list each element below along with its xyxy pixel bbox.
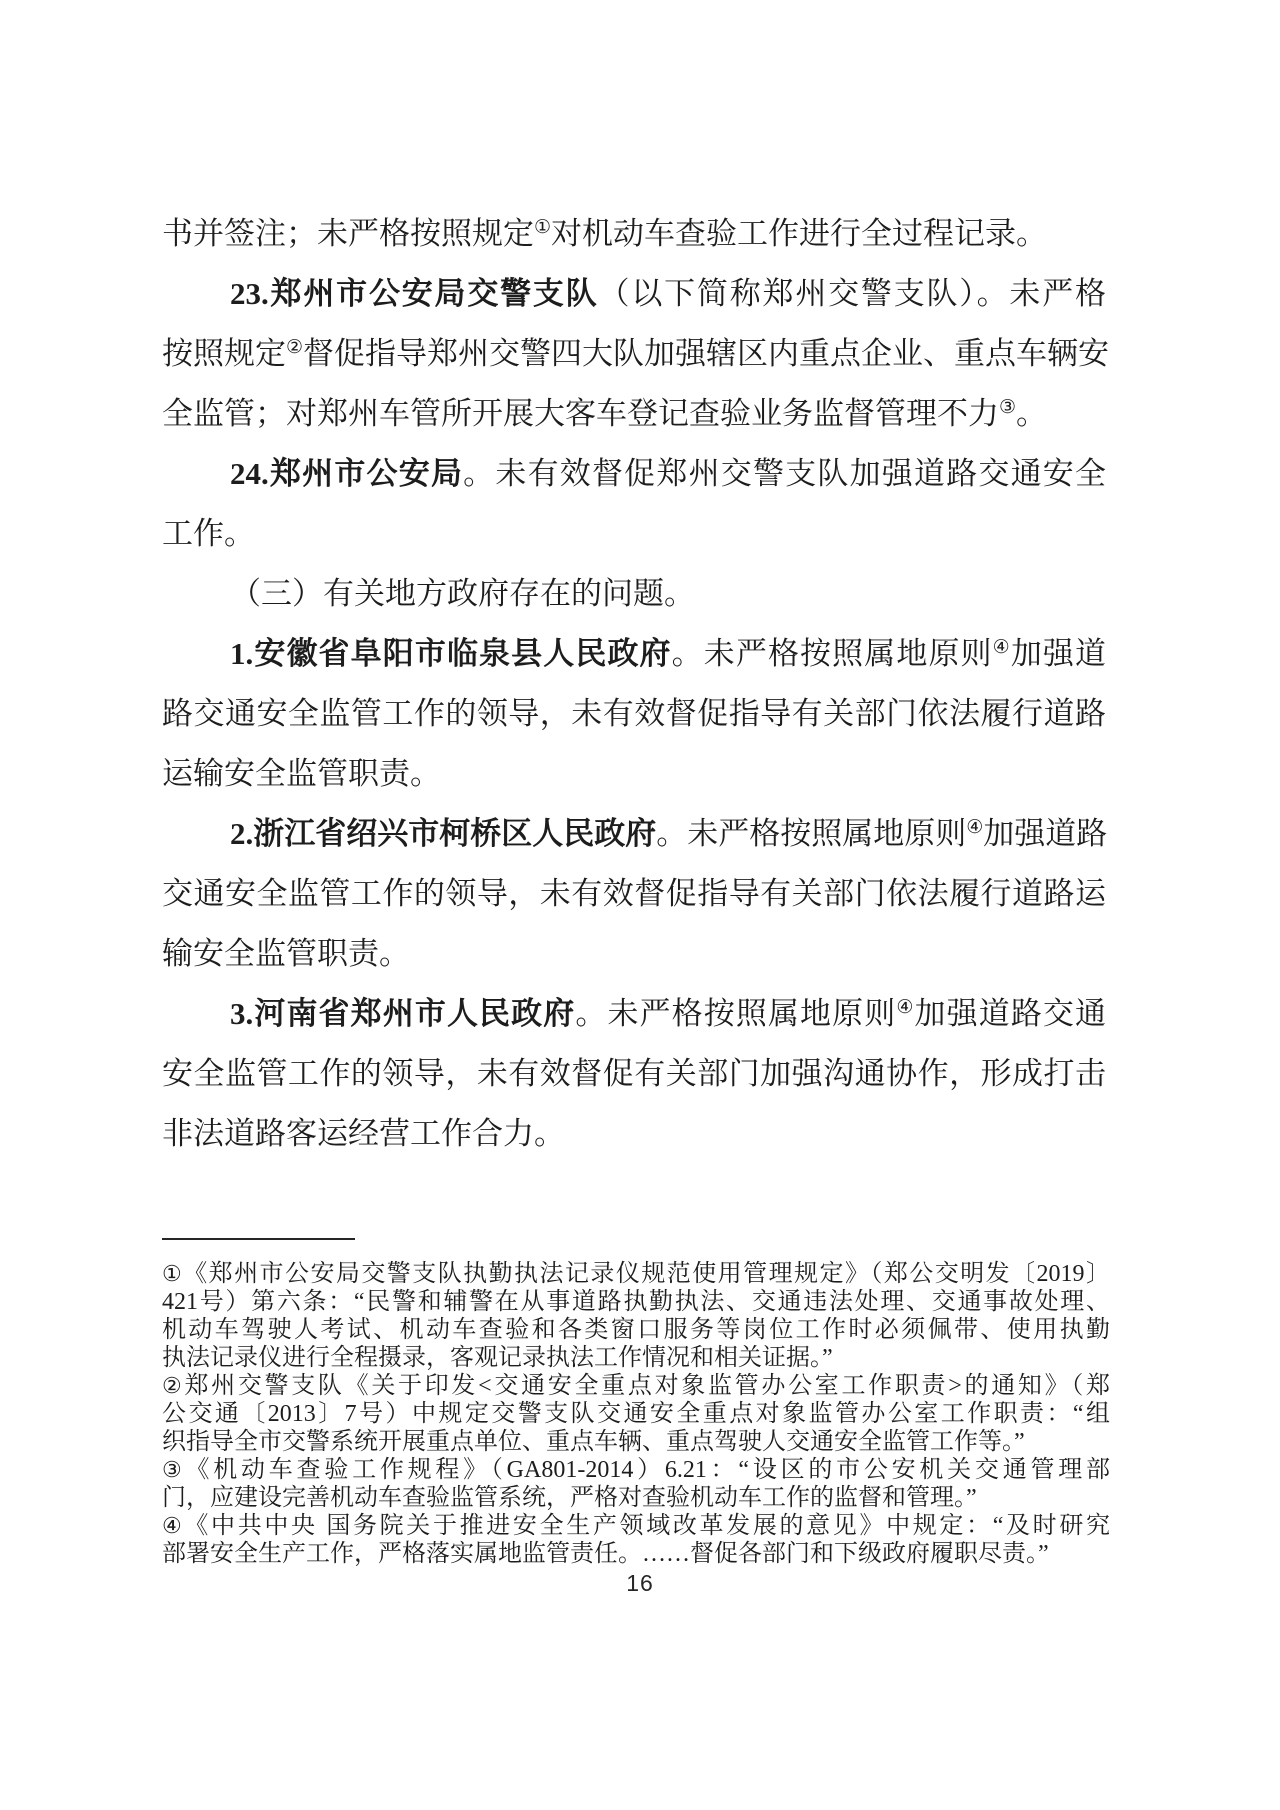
body-line: 2.浙江省绍兴市柯桥区人民政府。未严格按照属地原则④加强道路 (230, 816, 1108, 851)
body-line: 23.郑州市公安局交警支队（以下简称郑州交警支队）。未严格 (230, 276, 1107, 311)
footnote-reference-mark: ② (286, 337, 304, 358)
body-line: 运输安全监管职责。 (162, 756, 441, 791)
footnote-line: 421号）第六条：“民警和辅警在从事道路执勤执法、交通违法处理、交通事故处理、 (162, 1289, 1110, 1315)
footnote-reference-mark: ④ (992, 637, 1011, 658)
page-number: 16 (626, 1570, 654, 1596)
body-line: 1.安徽省阜阳市临泉县人民政府。未严格按照属地原则④加强道 (230, 636, 1107, 671)
footnote-line: 机动车驾驶人考试、机动车查验和各类窗口服务等岗位工作时必须佩带、使用执勤 (162, 1317, 1110, 1343)
footnote-reference-mark: ④ (966, 817, 984, 838)
footnote-number: ① (162, 1261, 184, 1286)
body-line: 非法道路客运经营工作合力。 (162, 1116, 565, 1151)
footnote-reference-mark: ① (534, 217, 552, 238)
body-line: 安全监管工作的领导，未有效督促有关部门加强沟通协作，形成打击 (162, 1056, 1106, 1091)
footnote-reference-mark: ④ (896, 997, 915, 1018)
body-line: 书并签注；未严格按照规定①对机动车查验工作进行全过程记录。 (162, 216, 1048, 251)
body-line: 工作。 (162, 516, 255, 551)
footnote-line: 公交通〔2013〕7号）中规定交警支队交通安全重点对象监管办公室工作职责：“组 (162, 1401, 1110, 1427)
body-line: 3.河南省郑州市人民政府。未严格按照属地原则④加强道路交通 (230, 996, 1107, 1031)
body-line: 全监管；对郑州车管所开展大客车登记查验业务监督管理不力③。 (162, 396, 1048, 431)
footnote-line: 部署安全生产工作，严格落实属地监管责任。……督促各部门和下级政府履职尽责。” (162, 1541, 1049, 1567)
footnote-line: 织指导全市交警系统开展重点单位、重点车辆、重点驾驶人交通安全监管工作等。” (162, 1429, 1025, 1455)
footnote-number: ② (162, 1373, 185, 1398)
body-line: （三）有关地方政府存在的问题。 (230, 576, 695, 611)
footnote-line: ①《郑州市公安局交警支队执勤执法记录仪规范使用管理规定》（郑公交明发〔2019〕 (162, 1261, 1110, 1287)
body-line: 路交通安全监管工作的领导，未有效督促指导有关部门依法履行道路 (162, 696, 1106, 731)
body-line: 交通安全监管工作的领导，未有效督促指导有关部门依法履行道路运 (162, 876, 1106, 911)
footnote-line: ②郑州交警支队《关于印发<交通安全重点对象监管办公室工作职责>的通知》（郑 (162, 1373, 1110, 1399)
footnote-line: ④《中共中央 国务院关于推进安全生产领域改革发展的意见》中规定：“及时研究 (162, 1513, 1110, 1539)
footnote-number: ④ (162, 1513, 185, 1538)
body-line: 输安全监管职责。 (162, 936, 410, 971)
footnote-number: ③ (162, 1457, 186, 1482)
footnote-separator (162, 1238, 355, 1240)
body-line: 按照规定②督促指导郑州交警四大队加强辖区内重点企业、重点车辆安 (162, 336, 1110, 371)
footnote-line: 执法记录仪进行全程摄录，客观记录执法工作情况和相关证据。” (162, 1345, 833, 1371)
body-line: 24.郑州市公安局。未有效督促郑州交警支队加强道路交通安全 (230, 456, 1107, 491)
footnote-line: 门，应建设完善机动车查验监管系统，严格对查验机动车工作的监督和管理。” (162, 1485, 977, 1511)
footnotes (162, 1260, 1110, 1568)
footnote-line: ③《机动车查验工作规程》（GA801-2014）6.21：“设区的市公安机关交通管理部 (162, 1457, 1110, 1483)
footnote-reference-mark: ③ (999, 397, 1017, 418)
body-text (162, 204, 1110, 1164)
